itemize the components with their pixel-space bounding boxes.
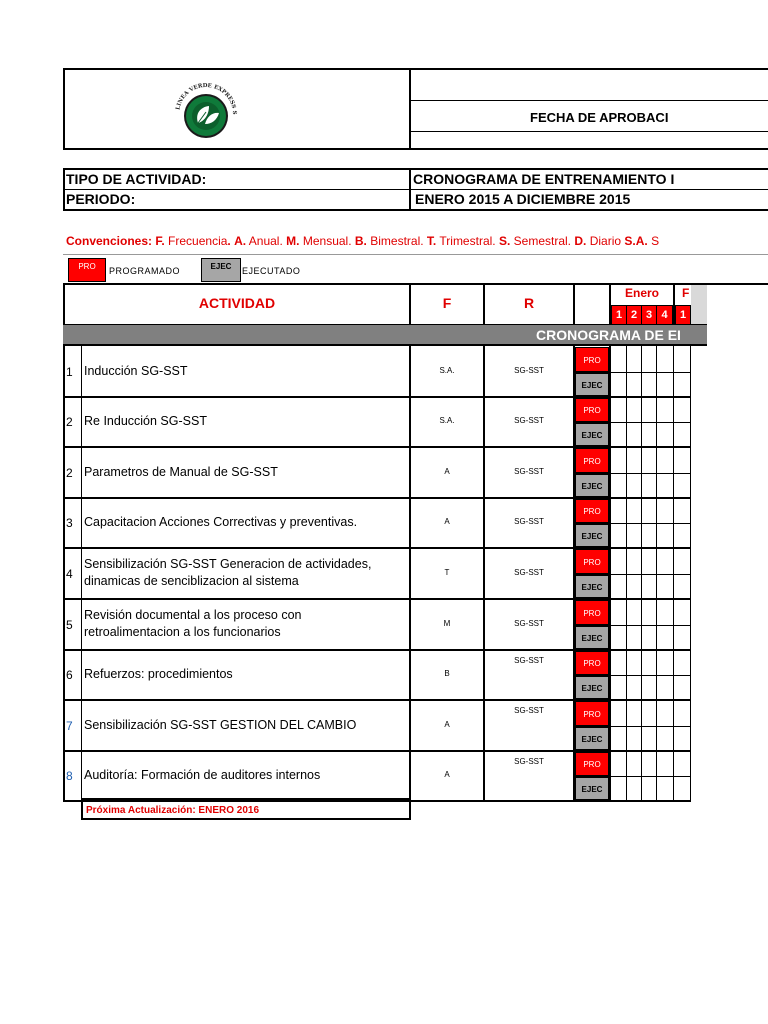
week-cell-divider xyxy=(641,700,642,751)
next-update: Próxima Actualización: ENERO 2016 xyxy=(86,805,260,816)
col-f: F xyxy=(442,295,452,311)
row-ejec-badge: EJEC xyxy=(575,575,609,598)
row-num-divider xyxy=(81,397,82,447)
row-actividad: Re Inducción SG-SST xyxy=(84,414,207,428)
row-num-divider xyxy=(81,447,82,498)
legend-pro-badge: PRO xyxy=(68,258,106,282)
row-actividad: Auditoría: Formación de auditores internos xyxy=(84,768,321,782)
row-responsable: SG-SST xyxy=(514,619,544,628)
row-frecuencia: S.A. xyxy=(439,366,455,375)
header-gray-fill xyxy=(691,285,707,325)
week-cell-divider xyxy=(641,447,642,498)
row-ejec-badge: EJEC xyxy=(575,676,609,699)
row-actividad: Capacitacion Acciones Correctivas y preventivas. xyxy=(84,515,358,529)
row-actividad: Sensibilización SG-SST Generacion de actividades, xyxy=(84,557,372,571)
row-number: 1 xyxy=(66,365,73,379)
row-num-divider xyxy=(81,498,82,548)
week-cell-divider xyxy=(626,650,627,700)
info-mid-line xyxy=(63,189,768,190)
week-cell-divider xyxy=(656,346,657,397)
row-number: 2 xyxy=(66,466,73,480)
row-pro-badge: PRO xyxy=(575,347,609,372)
row-ejec-badge: EJEC xyxy=(575,626,609,649)
row-number: 5 xyxy=(66,618,73,632)
periodo-value: ENERO 2015 A DICIEMBRE 2015 xyxy=(415,191,631,207)
row-num-divider xyxy=(81,650,82,700)
row-responsable: SG-SST xyxy=(514,656,544,665)
week-3: 3 xyxy=(641,305,657,325)
week-cell-divider xyxy=(626,498,627,548)
table-top-border xyxy=(63,283,768,285)
th-div-3 xyxy=(573,283,575,325)
week-cell-divider xyxy=(673,751,674,801)
rows-left-border xyxy=(63,346,65,801)
week-1: 1 xyxy=(611,305,627,325)
row-ejec-badge: EJEC xyxy=(575,777,609,800)
row-ejec-badge: EJEC xyxy=(575,474,609,497)
week-cell-divider xyxy=(626,447,627,498)
week-cell-divider xyxy=(656,548,657,599)
week-2: 2 xyxy=(626,305,642,325)
week-cell-divider xyxy=(656,599,657,650)
convenciones-divider xyxy=(63,254,768,255)
week-cell-divider xyxy=(641,548,642,599)
row-pro-badge: PRO xyxy=(575,549,609,574)
row-responsable: SG-SST xyxy=(514,366,544,375)
header-line-1 xyxy=(410,100,768,101)
row-pro-badge: PRO xyxy=(575,600,609,625)
row-frecuencia: A xyxy=(444,517,450,526)
week-cell-divider xyxy=(626,751,627,801)
header-left-border xyxy=(63,68,65,150)
rows-right-border xyxy=(690,346,691,801)
week-cell-divider xyxy=(656,650,657,700)
row-num-divider xyxy=(81,700,82,751)
week-cell-divider xyxy=(656,447,657,498)
tipo-label: TIPO DE ACTIVIDAD: xyxy=(66,171,207,187)
row-actividad: Sensibilización SG-SST GESTION DEL CAMBIO xyxy=(84,718,357,732)
week-cell-divider xyxy=(673,346,674,397)
row-number: 4 xyxy=(66,567,73,581)
week-cell-divider xyxy=(656,498,657,548)
row-responsable: SG-SST xyxy=(514,467,544,476)
company-logo xyxy=(165,76,245,142)
week-cell-divider xyxy=(626,599,627,650)
info-top-border xyxy=(63,168,768,170)
row-responsable: SG-SST xyxy=(514,517,544,526)
week-cell-divider xyxy=(626,700,627,751)
month-next: F xyxy=(682,286,690,300)
tipo-value: CRONOGRAMA DE ENTRENAMIENTO I xyxy=(413,171,675,187)
week-cell-divider xyxy=(626,548,627,599)
week-cell-divider xyxy=(641,346,642,397)
row-frecuencia: M xyxy=(443,619,451,628)
row-pro-badge: PRO xyxy=(575,752,609,776)
row-frecuencia: S.A. xyxy=(439,416,455,425)
week-cell-divider xyxy=(673,650,674,700)
week-cell-divider xyxy=(641,751,642,801)
week-4: 4 xyxy=(656,305,673,325)
row-responsable: SG-SST xyxy=(514,706,544,715)
week-cell-divider xyxy=(673,548,674,599)
week-cell-divider xyxy=(673,498,674,548)
row-frecuencia: A xyxy=(444,467,450,476)
row-num-divider xyxy=(81,346,82,397)
header-line-2 xyxy=(410,131,768,132)
row-ejec-badge: EJEC xyxy=(575,373,609,396)
row-frecuencia: A xyxy=(444,720,450,729)
week-next-1: 1 xyxy=(675,305,691,325)
week-cell-divider xyxy=(641,599,642,650)
week-cell-divider xyxy=(673,397,674,447)
week-cell-divider xyxy=(641,397,642,447)
row-pro-badge: PRO xyxy=(575,499,609,523)
row-actividad: Inducción SG-SST xyxy=(84,364,188,378)
row-number: 3 xyxy=(66,516,73,530)
row-pro-badge: PRO xyxy=(575,701,609,726)
row-num-divider xyxy=(81,751,82,801)
col-r: R xyxy=(523,295,535,311)
row-actividad: Refuerzos: procedimientos xyxy=(84,667,233,681)
week-cell-divider xyxy=(656,397,657,447)
row-responsable: SG-SST xyxy=(514,416,544,425)
week-cell-divider xyxy=(656,751,657,801)
row-number: 2 xyxy=(66,415,73,429)
legend-ejec-badge: EJEC xyxy=(201,258,241,282)
row-actividad: Revisión documental a los proceso con xyxy=(84,608,302,622)
row-pro-badge: PRO xyxy=(575,651,609,675)
section-title: CRONOGRAMA DE EI xyxy=(536,327,681,343)
convenciones-line: Convenciones: F. Frecuencia. A. Anual. M. Mensual. B. Bimestral. T. Trimestral. S. Semestral. D. Diario S.A. S xyxy=(66,234,660,248)
row-responsable: SG-SST xyxy=(514,568,544,577)
week-cell-divider xyxy=(641,650,642,700)
col-actividad: ACTIVIDAD xyxy=(198,295,276,311)
row-frecuencia: T xyxy=(444,568,450,577)
week-cell-divider xyxy=(626,346,627,397)
row-number: 7 xyxy=(66,719,73,733)
week-cell-divider xyxy=(656,700,657,751)
row-ejec-badge: EJEC xyxy=(575,423,609,446)
week-cell-divider xyxy=(673,599,674,650)
row-num-divider xyxy=(81,548,82,599)
row-ejec-badge: EJEC xyxy=(575,524,609,547)
week-cell-divider xyxy=(673,447,674,498)
row-number: 8 xyxy=(66,769,73,783)
row-pro-badge: PRO xyxy=(575,448,609,473)
row-actividad-line2: dinamicas de senciblizacion al sistema xyxy=(84,574,299,588)
header-bottom-border xyxy=(63,148,768,150)
row-frecuencia: A xyxy=(444,770,450,779)
week-cell-divider xyxy=(673,700,674,751)
header-divider xyxy=(409,68,411,150)
row-pro-badge: PRO xyxy=(575,398,609,422)
header-top-border xyxy=(63,68,768,70)
row-ejec-badge: EJEC xyxy=(575,727,609,750)
row-responsable: SG-SST xyxy=(514,757,544,766)
row-frecuencia: B xyxy=(444,669,450,678)
row-num-divider xyxy=(81,599,82,650)
week-cell-divider xyxy=(626,397,627,447)
week-cell-divider xyxy=(641,498,642,548)
month-enero: Enero xyxy=(624,286,659,300)
info-bottom-border xyxy=(63,209,768,211)
legend-ejec-label: EJECUTADO xyxy=(242,266,301,276)
periodo-label: PERIODO: xyxy=(66,191,136,207)
legend-pro-label: PROGRAMADO xyxy=(109,266,181,276)
logo-text: LINEA VERDE EXPRESS S xyxy=(175,82,238,115)
approval-date-label: FECHA DE APROBACI xyxy=(530,110,669,125)
row-actividad: Parametros de Manual de SG-SST xyxy=(84,465,278,479)
row-number: 6 xyxy=(66,668,73,682)
row-actividad-line2: retroalimentacion a los funcionarios xyxy=(84,625,281,639)
